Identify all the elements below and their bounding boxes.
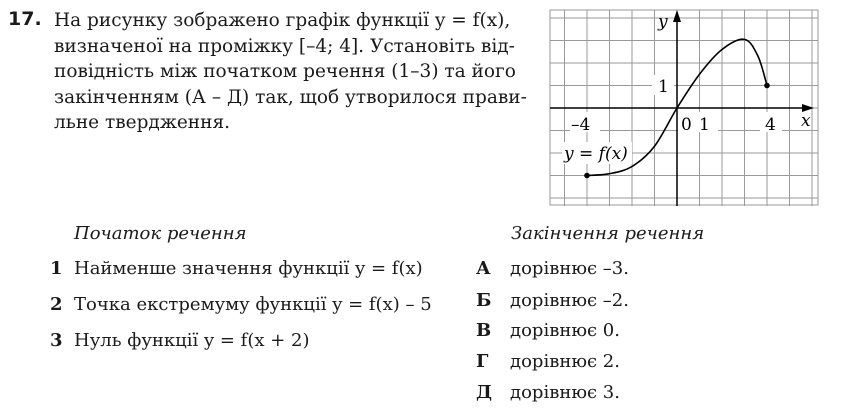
ending-letter: В [476,320,492,341]
tick-label-y-1: 1 [658,77,669,97]
y-axis-arrow [673,10,681,22]
ending-letter: Г [476,351,489,372]
beginning-number: 3 [50,330,63,351]
tick-label-x-4: 4 [765,115,776,135]
endings-heading: Закінчення речення [511,223,705,244]
tick-label-x-neg4: –4 [571,115,591,135]
ending-letter: А [476,258,491,279]
ending-text: дорівнює 2. [510,351,620,372]
curve-label: y = f(x) [564,144,628,164]
y-axis-label: y [658,12,668,32]
beginning-number: 2 [50,294,63,315]
curve-end-point [764,83,770,89]
task-line: На рисунку зображено графік функції y = f(x), [54,10,511,31]
curve-start-point [584,173,590,179]
beginning-text: Нуль функції y = f(x + 2) [74,330,310,351]
ending-letter: Б [476,290,492,311]
tick-label-x-1: 1 [699,115,710,135]
task-number: 17. [8,8,42,30]
task-line: повідність між початком речення (1–3) та його [54,61,516,82]
beginning-number: 1 [50,258,63,279]
task-line: льне твердження. [54,112,230,133]
ending-text: дорівнює 0. [510,320,620,341]
beginning-text: Точка екстремуму функції y = f(x) – 5 [74,294,432,315]
beginnings-heading: Початок речення [74,223,247,244]
ending-text: дорівнює 3. [510,382,620,403]
ending-text: дорівнює –2. [510,290,629,311]
ending-letter: Д [476,382,493,403]
function-graph [548,8,820,206]
ending-text: дорівнює –3. [510,258,629,279]
task-line: закінченням (А – Д) так, щоб утворилося прави- [54,86,527,108]
x-axis-label: x [801,111,811,131]
task-text [54,8,534,136]
task-line: визначеної на проміжку [–4; 4]. Установіть від- [54,35,515,57]
tick-label-origin: 0 [681,115,692,135]
beginning-text: Найменше значення функції y = f(x) [74,258,423,279]
